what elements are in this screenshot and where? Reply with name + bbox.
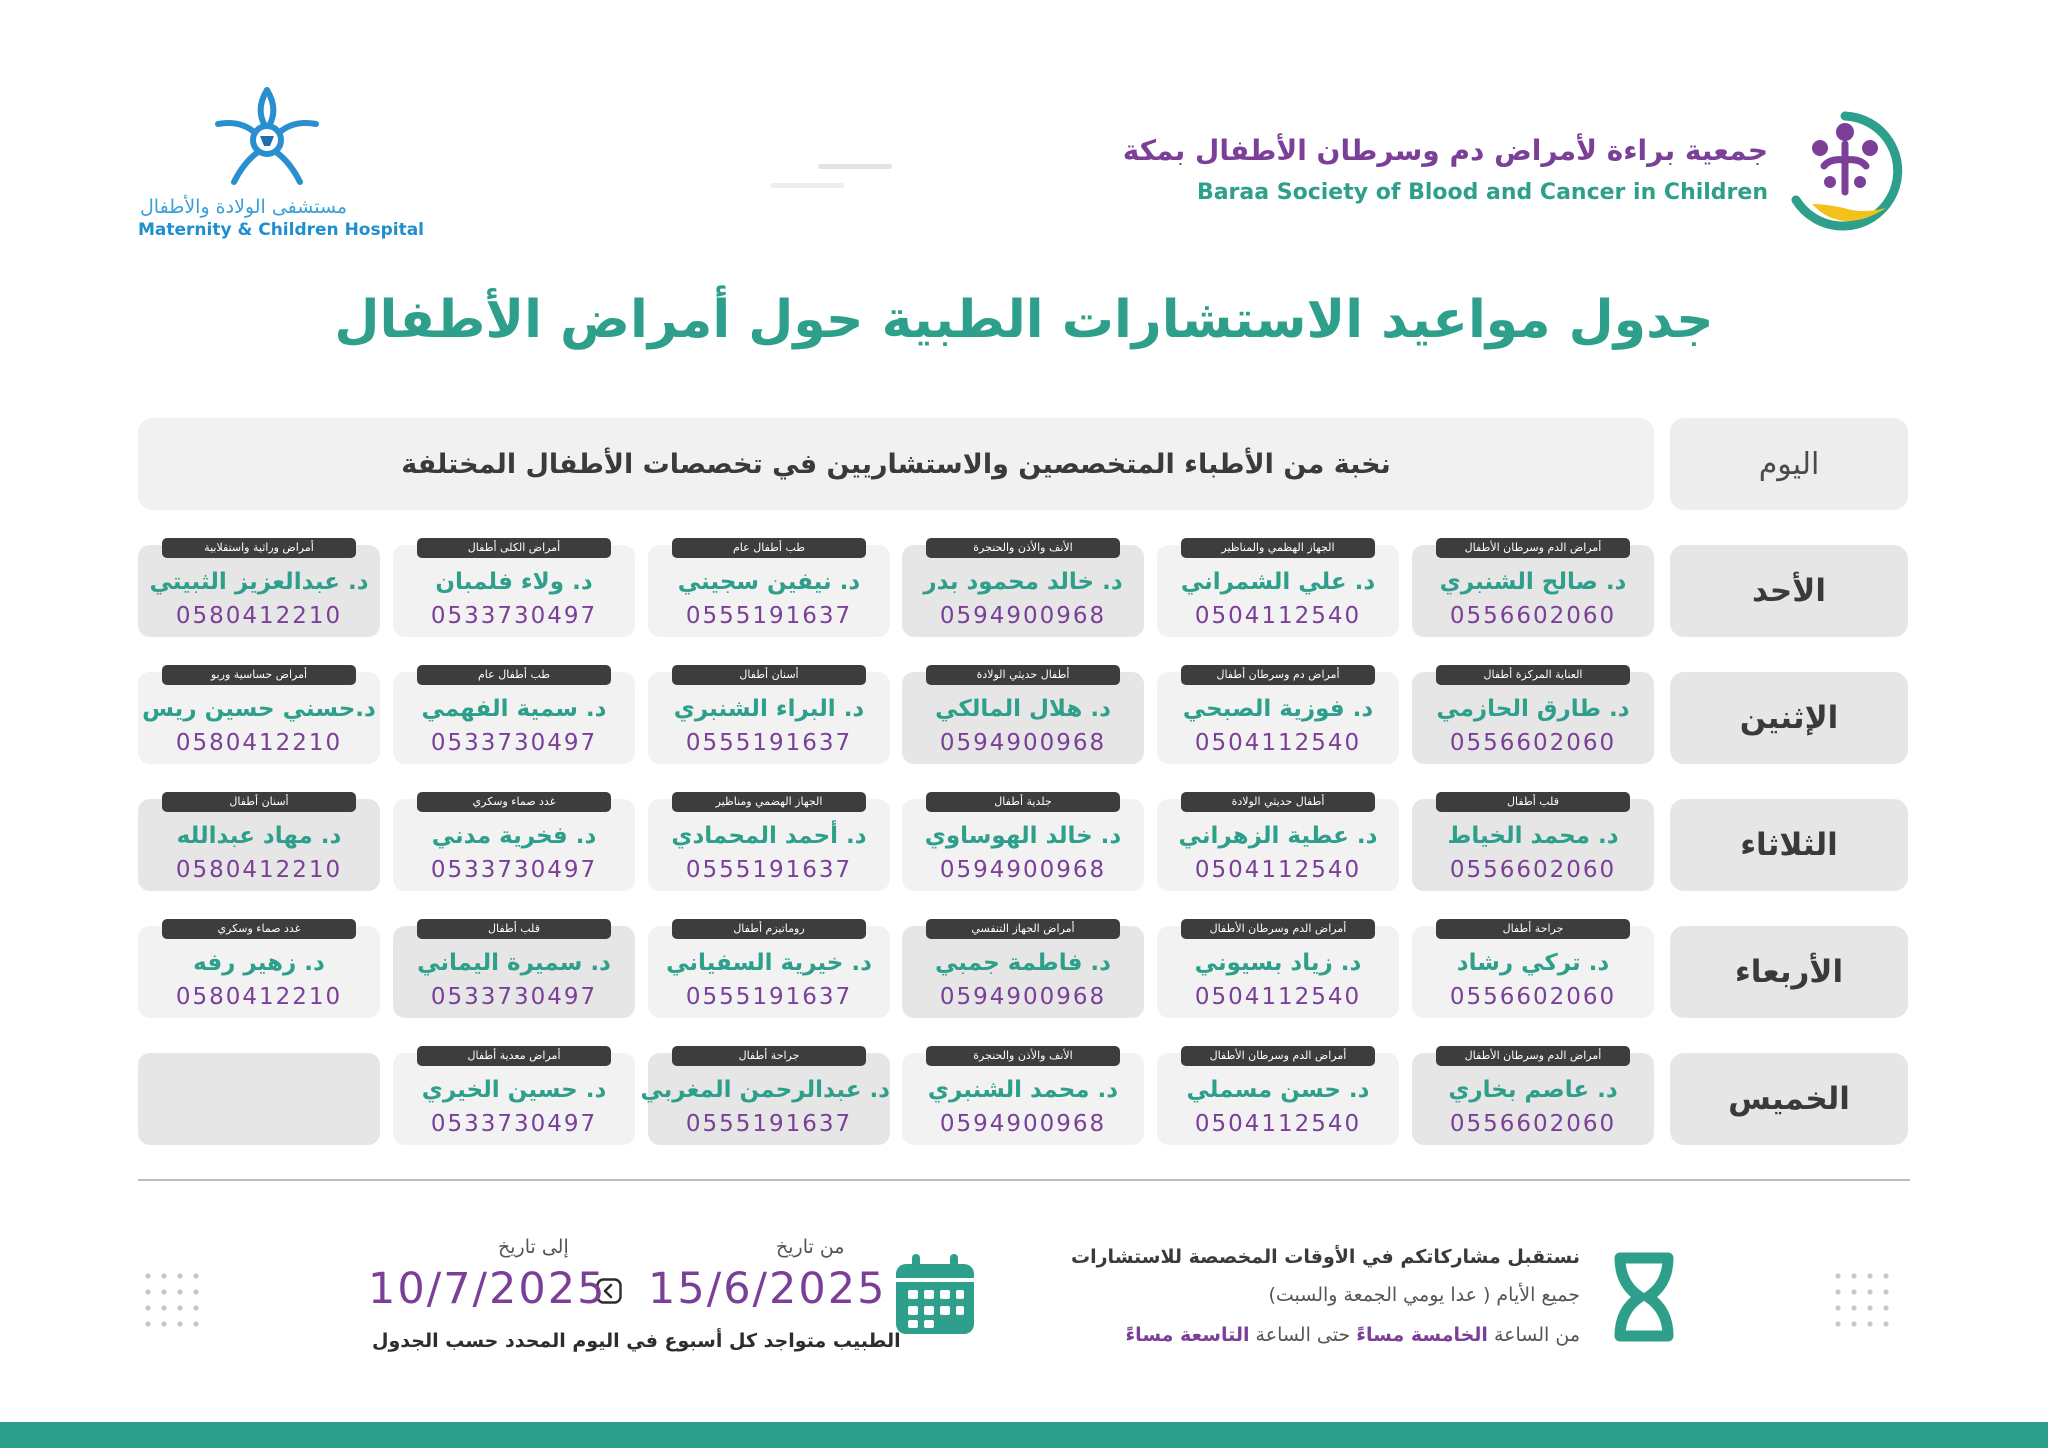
doctor-phone: 0556602060 bbox=[1449, 730, 1617, 756]
doctors-column-header: نخبة من الأطباء المتخصصين والاستشاريين في تخصصات الأطفال المختلفة bbox=[138, 418, 1654, 510]
doctor-phone: 0504112540 bbox=[1194, 603, 1362, 629]
doctor-phone: 0555191637 bbox=[685, 1111, 853, 1137]
specialty-tag: الأنف والأذن والحنجرة bbox=[926, 538, 1120, 558]
decorative-line bbox=[770, 183, 844, 188]
doctor-name: د. صالح الشنبري bbox=[1439, 569, 1627, 595]
doctor-name: د. علي الشمراني bbox=[1180, 569, 1376, 595]
specialty-tag: أمراض الدم وسرطان الأطفال bbox=[1436, 1046, 1630, 1066]
doctor-name: د. خيرية السفياني bbox=[666, 950, 872, 976]
doctor-name: د. البراء الشنبري bbox=[673, 696, 865, 722]
footer-divider bbox=[138, 1179, 1910, 1181]
doctor-card bbox=[648, 922, 890, 1018]
doctor-card bbox=[393, 668, 635, 764]
doctor-name: د. حسين الخيري bbox=[421, 1077, 607, 1103]
specialty-tag: الجهاز الهضمي ومناظير bbox=[672, 792, 866, 812]
doctor-name: د. ولاء فلمبان bbox=[435, 569, 593, 595]
doctor-phone: 0594900968 bbox=[939, 1111, 1107, 1137]
specialty-tag: الجهاز الهظمي والمناظير bbox=[1181, 538, 1375, 558]
doctor-name: د. عبدالرحمن المغربي bbox=[640, 1077, 890, 1103]
doctor-phone: 0580412210 bbox=[175, 603, 343, 629]
hospital-name-ar: مستشفى الولادة والأطفال bbox=[140, 196, 348, 218]
day-label: الأربعاء bbox=[1670, 926, 1908, 1018]
specialty-tag: قلب أطفال bbox=[417, 919, 611, 939]
doctor-phone: 0504112540 bbox=[1194, 857, 1362, 883]
specialty-tag: جراحة أطفال bbox=[672, 1046, 866, 1066]
hours-mid: حتى الساعة bbox=[1255, 1324, 1351, 1346]
specialty-tag: أمراض معدية أطفال bbox=[417, 1046, 611, 1066]
footer-bar bbox=[0, 1422, 2048, 1448]
doctor-phone: 0556602060 bbox=[1449, 857, 1617, 883]
specialty-tag: قلب أطفال bbox=[1436, 792, 1630, 812]
doctor-card bbox=[393, 541, 635, 637]
specialty-tag: أطفال حديثي الولادة bbox=[1181, 792, 1375, 812]
doctor-phone: 0504112540 bbox=[1194, 730, 1362, 756]
day-label: الثلاثاء bbox=[1670, 799, 1908, 891]
doctor-phone: 0580412210 bbox=[175, 857, 343, 883]
specialty-tag: جراحة أطفال bbox=[1436, 919, 1630, 939]
doctor-phone: 0533730497 bbox=[430, 730, 598, 756]
doctor-card bbox=[902, 795, 1144, 891]
doctor-phone: 0556602060 bbox=[1449, 1111, 1617, 1137]
doctor-card bbox=[902, 541, 1144, 637]
doctor-card bbox=[902, 1049, 1144, 1145]
to-date-label: إلى تاريخ bbox=[498, 1236, 569, 1258]
doctor-card bbox=[138, 922, 380, 1018]
specialty-tag: أمراض الدم وسرطان الأطفال bbox=[1181, 919, 1375, 939]
hours-start: الخامسة مساءً bbox=[1356, 1324, 1488, 1346]
specialty-tag: أمراض الكلى أطفال bbox=[417, 538, 611, 558]
doctor-card bbox=[648, 795, 890, 891]
hours-end: التاسعة مساءً bbox=[1125, 1324, 1250, 1346]
doctor-phone: 0533730497 bbox=[430, 984, 598, 1010]
specialty-tag: أمراض دم وسرطان أطفال bbox=[1181, 665, 1375, 685]
doctor-card bbox=[1412, 668, 1654, 764]
doctor-card bbox=[1412, 795, 1654, 891]
doctor-name: د. زهير رفه bbox=[193, 950, 325, 976]
specialty-tag: غدد صماء وسكري bbox=[162, 919, 356, 939]
baraa-logo bbox=[1782, 108, 1908, 234]
consultation-note-title: نستقبل مشاركاتكم في الأوقات المخصصة للاستشارات bbox=[1071, 1246, 1580, 1268]
doctor-name: د. هلال المالكي bbox=[935, 696, 1111, 722]
doctor-phone: 0504112540 bbox=[1194, 984, 1362, 1010]
doctor-name: د. سمية الفهمي bbox=[421, 696, 607, 722]
doctor-card bbox=[1157, 668, 1399, 764]
baraa-name-en: Baraa Society of Blood and Cancer in Children bbox=[1196, 180, 1768, 205]
doctor-card bbox=[640, 1049, 890, 1145]
doctor-card bbox=[1157, 795, 1399, 891]
doctor-name: د. فخرية مدني bbox=[431, 823, 597, 849]
doctor-name: د. حسن مسملي bbox=[1186, 1077, 1370, 1103]
page-title: جدول مواعيد الاستشارات الطبية حول أمراض الأطفال bbox=[334, 290, 1714, 350]
doctor-phone: 0555191637 bbox=[685, 730, 853, 756]
doctor-name: د. زياد بسيوني bbox=[1194, 950, 1362, 976]
doctor-name: د. خالد الهوساوي bbox=[924, 823, 1122, 849]
hospital-logo bbox=[212, 84, 322, 190]
doctor-card bbox=[902, 922, 1144, 1018]
doctor-card bbox=[138, 668, 380, 764]
doctor-phone: 0594900968 bbox=[939, 603, 1107, 629]
doctor-name: د. أحمد المحمادي bbox=[671, 823, 867, 849]
doctor-card bbox=[393, 795, 635, 891]
specialty-tag: طب أطفال عام bbox=[417, 665, 611, 685]
specialty-tag: أسنان أطفال bbox=[162, 792, 356, 812]
doctor-name: د. سميرة اليماني bbox=[417, 950, 611, 976]
hospital-name-en: Maternity & Children Hospital bbox=[138, 220, 425, 240]
doctor-name: د. عاصم بخاري bbox=[1448, 1077, 1618, 1103]
doctor-phone: 0555191637 bbox=[685, 603, 853, 629]
consultation-hours bbox=[1125, 1324, 1580, 1346]
specialty-tag: روماتيزم أطفال bbox=[672, 919, 866, 939]
doctor-card bbox=[1412, 1049, 1654, 1145]
consultation-days: جميع الأيام ( عدا يومي الجمعة والسبت) bbox=[1268, 1284, 1580, 1306]
empty-card bbox=[138, 1053, 380, 1145]
doctor-card bbox=[138, 795, 380, 891]
specialty-tag: أمراض الجهاز التنفسي bbox=[926, 919, 1120, 939]
hourglass-icon bbox=[1608, 1250, 1680, 1344]
doctor-card bbox=[1157, 541, 1399, 637]
specialty-tag: أمراض الدم وسرطان الأطفال bbox=[1436, 538, 1630, 558]
doctor-card bbox=[1412, 541, 1654, 637]
doctor-name: د. عبدالعزيز الثبيتي bbox=[149, 569, 369, 595]
specialty-tag: جلدية أطفال bbox=[926, 792, 1120, 812]
doctor-card bbox=[1157, 1049, 1399, 1145]
specialty-tag: غدد صماء وسكري bbox=[417, 792, 611, 812]
doctor-phone: 0533730497 bbox=[430, 1111, 598, 1137]
doctor-phone: 0556602060 bbox=[1449, 984, 1617, 1010]
doctor-name: د. مهاد عبدالله bbox=[176, 823, 342, 849]
doctor-name: د. طارق الحازمي bbox=[1436, 696, 1630, 722]
doctor-card bbox=[1157, 922, 1399, 1018]
doctor-card bbox=[138, 541, 380, 637]
specialty-tag: العناية المركزة أطفال bbox=[1436, 665, 1630, 685]
specialty-tag: أمراض حساسية وربو bbox=[162, 665, 356, 685]
doctor-card bbox=[648, 668, 890, 764]
doctor-phone: 0533730497 bbox=[430, 857, 598, 883]
doctor-name: د. نيفين سجيني bbox=[677, 569, 861, 595]
decorative-line bbox=[818, 164, 892, 169]
doctor-phone: 0594900968 bbox=[939, 730, 1107, 756]
from-date: 15/6/2025 bbox=[648, 1264, 887, 1314]
doctor-name: د.حسني حسين ريس bbox=[142, 696, 376, 722]
doctor-card bbox=[1412, 922, 1654, 1018]
specialty-tag: أسنان أطفال bbox=[672, 665, 866, 685]
doctor-name: د. عطية الزهراني bbox=[1178, 823, 1378, 849]
doctor-card bbox=[648, 541, 890, 637]
doctor-phone: 0533730497 bbox=[430, 603, 598, 629]
hours-prefix: من الساعة bbox=[1493, 1324, 1580, 1346]
doctor-phone: 0555191637 bbox=[685, 857, 853, 883]
doctor-phone: 0504112540 bbox=[1194, 1111, 1362, 1137]
specialty-tag: أمراض الدم وسرطان الأطفال bbox=[1181, 1046, 1375, 1066]
doctor-phone: 0594900968 bbox=[939, 857, 1107, 883]
doctor-phone: 0594900968 bbox=[939, 984, 1107, 1010]
baraa-logo-icon bbox=[1782, 108, 1908, 234]
doctor-name: د. فاطمة جمبي bbox=[935, 950, 1111, 976]
doctor-card bbox=[393, 1049, 635, 1145]
doctor-phone: 0555191637 bbox=[685, 984, 853, 1010]
doctor-card bbox=[902, 668, 1144, 764]
day-label: الخميس bbox=[1670, 1053, 1908, 1145]
doctor-name: د. تركي رشاد bbox=[1456, 950, 1610, 976]
calendar-icon bbox=[892, 1252, 978, 1338]
baraa-name-ar: جمعية براءة لأمراض دم وسرطان الأطفال بمكة bbox=[1122, 134, 1768, 167]
doctor-phone: 0580412210 bbox=[175, 730, 343, 756]
from-date-label: من تاريخ bbox=[776, 1236, 845, 1258]
hospital-logo-icon bbox=[212, 84, 322, 190]
specialty-tag: الأنف والأذن والحنجرة bbox=[926, 1046, 1120, 1066]
weekly-note: الطبيب متواجد كل أسبوع في اليوم المحدد حسب الجدول bbox=[372, 1330, 901, 1352]
doctor-card bbox=[393, 922, 635, 1018]
doctor-name: د. محمد الخياط bbox=[1447, 823, 1619, 849]
to-date: 10/7/2025 bbox=[368, 1264, 607, 1314]
dot-grid-decoration bbox=[1834, 1272, 1890, 1328]
day-label: الإثنين bbox=[1670, 672, 1908, 764]
doctor-name: د. محمد الشنبري bbox=[927, 1077, 1119, 1103]
specialty-tag: أمراض وراثية واستقلابية bbox=[162, 538, 356, 558]
specialty-tag: طب أطفال عام bbox=[672, 538, 866, 558]
day-column-header: اليوم bbox=[1670, 418, 1908, 510]
day-label: الأحد bbox=[1670, 545, 1908, 637]
doctor-name: د. خالد محمود بدر bbox=[923, 569, 1123, 595]
dot-grid-decoration bbox=[144, 1272, 200, 1328]
doctor-name: د. فوزية الصبحي bbox=[1182, 696, 1374, 722]
doctor-phone: 0580412210 bbox=[175, 984, 343, 1010]
doctor-phone: 0556602060 bbox=[1449, 603, 1617, 629]
specialty-tag: أطفال حديثي الولادة bbox=[926, 665, 1120, 685]
